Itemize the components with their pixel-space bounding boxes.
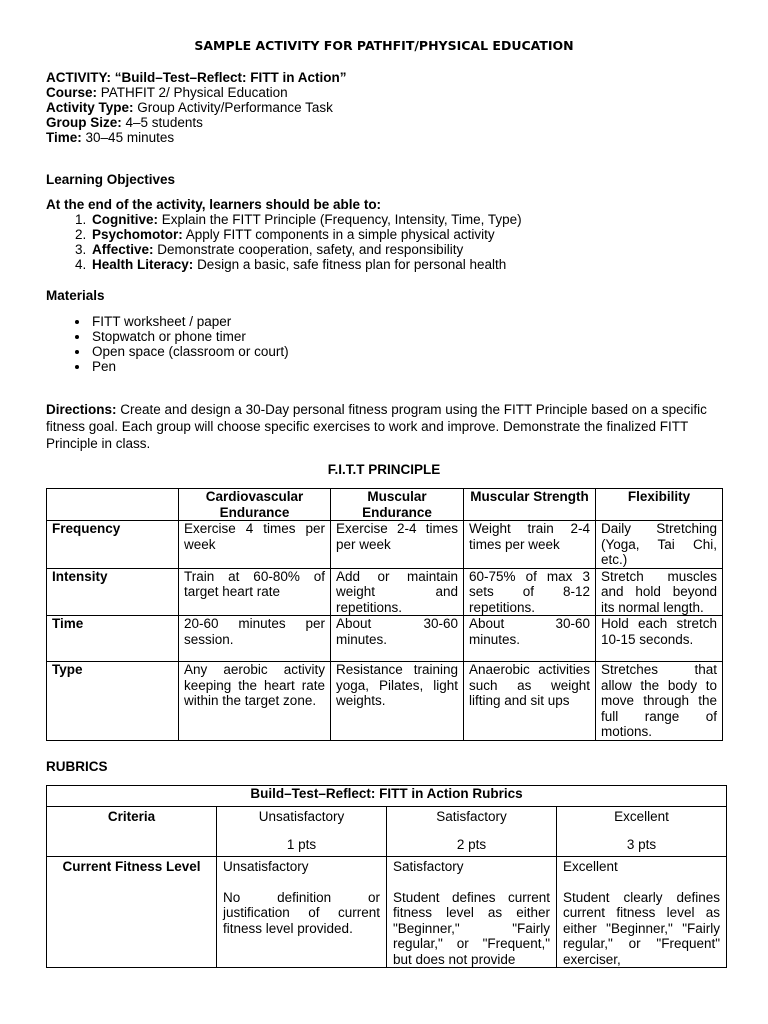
rubrics-heading: RUBRICS	[46, 759, 108, 774]
fitt-row-label: Intensity	[47, 568, 179, 616]
activity-type-line	[46, 100, 347, 115]
activity-value: “Build–Test–Reflect: FITT in Action”	[114, 70, 347, 85]
fitt-header-row	[47, 489, 723, 521]
activity-type-value: Group Activity/Performance Task	[137, 100, 333, 115]
level-points: 2 pts	[456, 836, 487, 852]
fitt-row-type	[47, 662, 723, 741]
fitt-table	[46, 488, 723, 741]
rubric-cell-level: Excellent	[563, 859, 618, 874]
level-header	[557, 807, 727, 857]
fitt-cell: Weight train 2-4 times per week	[464, 521, 596, 569]
rubrics-title-row	[47, 786, 727, 807]
fitt-cell: About 30-60 minutes.	[331, 616, 464, 662]
directions-paragraph	[46, 401, 726, 452]
fitt-row-time	[47, 616, 723, 662]
objective-label: Cognitive:	[92, 212, 158, 227]
group-size-value: 4–5 students	[125, 115, 203, 130]
level-name: Unsatisfactory	[258, 809, 345, 824]
criteria-header: Criteria	[47, 807, 217, 857]
activity-type-label: Activity Type:	[46, 100, 134, 115]
time-label: Time:	[46, 130, 82, 145]
fitt-row-label: Time	[47, 616, 179, 662]
fitt-row-frequency	[47, 521, 723, 569]
fitt-cell: Any aerobic activity keeping the heart rate within the target zone.	[179, 662, 331, 741]
objectives-heading: Learning Objectives	[46, 172, 176, 187]
directions-text: Create and design a 30-Day personal fitness program using the FITT Principle based on a specific fitness goal. Each group will choose specific exercises to work and improve. Demonstrate the finalized FITT Principle in class.	[46, 402, 707, 451]
activity-info	[46, 70, 347, 145]
fitt-cell: Train at 60-80% of target heart rate	[179, 568, 331, 616]
document-title: SAMPLE ACTIVITY FOR PATHFIT/PHYSICAL EDUCATION	[194, 38, 574, 53]
criterion-cell: Current Fitness Level	[47, 857, 217, 968]
material-item: • Open space (classroom or court)	[90, 344, 289, 359]
rubrics-row-current-fitness	[47, 857, 727, 968]
rubrics-header-row	[47, 807, 727, 857]
level-header	[387, 807, 557, 857]
objective-item	[90, 227, 522, 242]
fitt-cell: About 30-60 minutes.	[464, 616, 596, 662]
objective-item	[90, 212, 522, 227]
objective-label: Psychomotor:	[92, 227, 183, 242]
rubric-cell-text: No definition or justification of current fitness level provided.	[223, 889, 380, 936]
material-item: • FITT worksheet / paper	[90, 314, 289, 329]
materials-heading: Materials	[46, 288, 105, 303]
fitt-cell: Hold each stretch 10-15 seconds.	[596, 616, 723, 662]
fitt-cell: Exercise 4 times per week	[179, 521, 331, 569]
course-value: PATHFIT 2/ Physical Education	[100, 85, 288, 100]
fitt-header-cell: Flexibility	[596, 489, 723, 521]
time-line	[46, 130, 347, 145]
course-label: Course:	[46, 85, 98, 100]
objective-text: Demonstrate cooperation, safety, and responsibility	[157, 242, 464, 257]
group-size-label: Group Size:	[46, 115, 122, 130]
fitt-row-label: Frequency	[47, 521, 179, 569]
fitt-row-label: Type	[47, 662, 179, 741]
activity-line	[46, 70, 347, 85]
rubric-cell-text: Student defines current fitness level as either "Beginner," "Fairly regular," or "Frequent," but does not provide	[393, 889, 550, 967]
fitt-table-title: F.I.T.T PRINCIPLE	[327, 462, 441, 477]
level-points: 3 pts	[626, 836, 657, 852]
rubric-cell-level: Unsatisfactory	[223, 859, 309, 874]
course-line	[46, 85, 347, 100]
activity-label: ACTIVITY:	[46, 70, 111, 85]
level-header	[217, 807, 387, 857]
objective-label: Health Literacy:	[92, 257, 194, 272]
fitt-cell: Stretches that allow the body to move through the full range of motions.	[596, 662, 723, 741]
fitt-cell: Resistance training yoga, Pilates, light weights.	[331, 662, 464, 741]
fitt-cell: Add or maintain weight and repetitions.	[331, 568, 464, 616]
objectives-list	[46, 212, 522, 272]
rubric-cell-level: Satisfactory	[393, 859, 464, 874]
objective-text: Explain the FITT Principle (Frequency, Intensity, Time, Type)	[161, 212, 522, 227]
rubrics-table-title: Build–Test–Reflect: FITT in Action Rubrics	[47, 786, 727, 807]
rubric-cell	[217, 857, 387, 968]
fitt-cell: Daily Stretching (Yoga, Tai Chi, etc.)	[596, 521, 723, 569]
objective-label: Affective:	[92, 242, 154, 257]
objective-text: Apply FITT components in a simple physical activity	[185, 227, 495, 242]
materials-list	[46, 314, 289, 374]
objective-item	[90, 242, 522, 257]
fitt-cell: Anaerobic activities such as weight lifting and sit ups	[464, 662, 596, 741]
rubrics-table	[46, 785, 727, 968]
time-value: 30–45 minutes	[85, 130, 175, 145]
fitt-row-intensity	[47, 568, 723, 616]
level-name: Satisfactory	[436, 809, 507, 824]
fitt-cell: 20-60 minutes per session.	[179, 616, 331, 662]
rubric-cell	[387, 857, 557, 968]
fitt-header-cell: Muscular Endurance	[331, 489, 464, 521]
group-size-line	[46, 115, 347, 130]
objective-item	[90, 257, 522, 272]
fitt-header-cell: Cardiovascular Endurance	[179, 489, 331, 521]
fitt-cell: 60-75% of max 3 sets of 8-12 repetitions.	[464, 568, 596, 616]
rubric-cell-text: Student clearly defines current fitness level as either "Beginner," "Fairly regular," or "Frequent" exerciser,	[563, 889, 721, 967]
fitt-header-cell	[47, 489, 179, 521]
level-points: 1 pts	[286, 836, 317, 852]
objective-text: Design a basic, safe fitness plan for personal health	[197, 257, 507, 272]
fitt-cell: Exercise 2-4 times per week	[331, 521, 464, 569]
rubric-cell	[557, 857, 727, 968]
fitt-header-cell: Muscular Strength	[464, 489, 596, 521]
directions-label: Directions:	[46, 402, 117, 417]
level-name: Excellent	[614, 809, 669, 824]
material-item: • Stopwatch or phone timer	[90, 329, 289, 344]
objectives-intro: At the end of the activity, learners should be able to:	[46, 197, 382, 212]
material-item: • Pen	[90, 359, 289, 374]
fitt-cell: Stretch muscles and hold beyond its normal length.	[596, 568, 723, 616]
